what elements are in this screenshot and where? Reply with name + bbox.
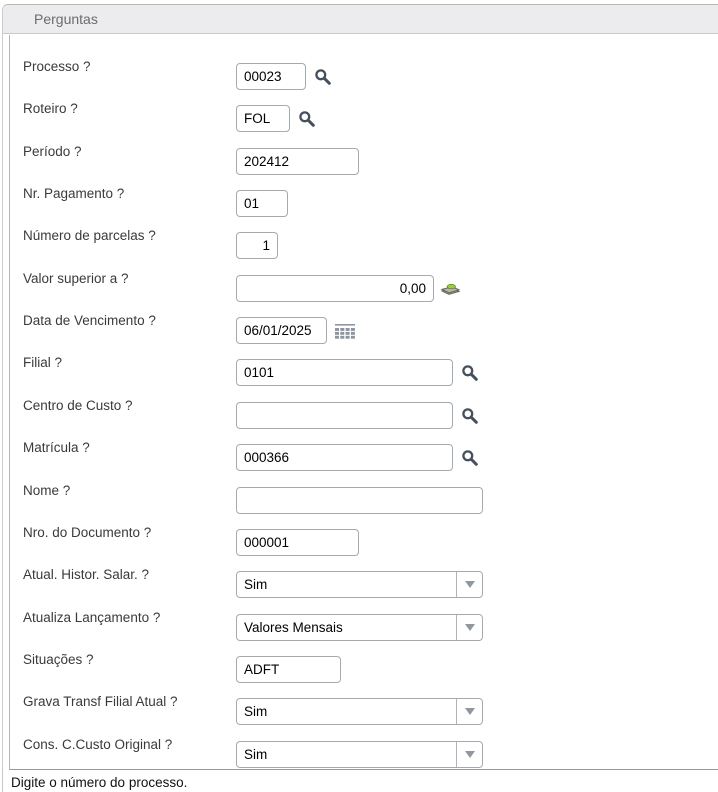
form-row-nr-pagamento <box>10 186 718 220</box>
form-row-valor-superior <box>10 271 718 305</box>
form-row-periodo <box>10 144 718 178</box>
situacoes-input[interactable] <box>236 656 341 683</box>
field-control-roteiro <box>236 105 316 132</box>
form-row-atual-histor-salar <box>10 567 718 601</box>
form-area <box>9 35 718 771</box>
form-row-processo <box>10 59 718 93</box>
field-control-cons-ccusto-original <box>236 741 483 768</box>
form-row-nro-documento <box>10 525 718 559</box>
field-label-cons-ccusto-original: Cons. C.Custo Original ? <box>23 737 173 752</box>
periodo-input[interactable] <box>236 148 359 175</box>
form-row-grava-transf-filial <box>10 694 718 728</box>
search-icon[interactable] <box>298 110 316 128</box>
status-bar <box>2 770 718 792</box>
field-label-periodo: Período ? <box>23 144 82 159</box>
search-icon[interactable] <box>461 449 479 467</box>
field-control-atualiza-lancamento <box>236 614 483 641</box>
search-icon[interactable] <box>461 364 479 382</box>
perguntas-panel <box>2 4 718 792</box>
centro-custo-input[interactable] <box>236 402 453 429</box>
form-row-nome <box>10 483 718 517</box>
atual-histor-salar-selected-value: Sim <box>244 577 268 592</box>
data-vencimento-input[interactable] <box>236 317 327 344</box>
field-label-matricula: Matrícula ? <box>23 440 90 455</box>
cons-ccusto-original-select[interactable] <box>236 741 483 768</box>
search-icon[interactable] <box>461 407 479 425</box>
field-control-matricula <box>236 444 479 471</box>
field-control-situacoes <box>236 656 341 683</box>
field-label-situacoes: Situações ? <box>23 652 94 667</box>
field-hint-text: Digite o número do processo. <box>11 775 188 790</box>
form-row-numero-parcelas <box>10 228 718 262</box>
field-control-filial <box>236 359 479 386</box>
filial-input[interactable] <box>236 359 453 386</box>
field-label-valor-superior: Valor superior a ? <box>23 271 129 286</box>
form-row-roteiro <box>10 101 718 135</box>
roteiro-input[interactable] <box>236 105 290 132</box>
valor-superior-input[interactable] <box>236 275 434 302</box>
form-row-data-vencimento <box>10 313 718 347</box>
field-control-centro-custo <box>236 402 479 429</box>
field-control-atual-histor-salar <box>236 571 483 598</box>
grava-transf-filial-select[interactable] <box>236 698 483 725</box>
cons-ccusto-original-dropdown-button[interactable] <box>456 742 482 767</box>
field-control-nome <box>236 487 483 514</box>
atualiza-lancamento-selected-value: Valores Mensais <box>244 620 343 635</box>
matricula-input[interactable] <box>236 444 453 471</box>
field-control-nro-documento <box>236 529 359 556</box>
nro-documento-input[interactable] <box>236 529 359 556</box>
field-label-numero-parcelas: Número de parcelas ? <box>23 228 156 243</box>
money-icon[interactable] <box>439 281 462 297</box>
field-label-atual-histor-salar: Atual. Histor. Salar. ? <box>23 567 150 582</box>
field-label-nro-documento: Nro. do Documento ? <box>23 525 152 540</box>
field-control-grava-transf-filial <box>236 698 483 725</box>
grava-transf-filial-selected-value: Sim <box>244 704 268 719</box>
chevron-down-icon <box>465 751 475 758</box>
form-row-cons-ccusto-original <box>10 737 718 771</box>
processo-input[interactable] <box>236 63 306 90</box>
field-label-centro-custo: Centro de Custo ? <box>23 398 133 413</box>
form-row-filial <box>10 355 718 389</box>
nome-input[interactable] <box>236 487 483 514</box>
chevron-down-icon <box>465 624 475 631</box>
grava-transf-filial-dropdown-button[interactable] <box>456 699 482 724</box>
form-row-atualiza-lancamento <box>10 610 718 644</box>
atualiza-lancamento-dropdown-button[interactable] <box>456 615 482 640</box>
field-label-filial: Filial ? <box>23 355 63 370</box>
field-label-nr-pagamento: Nr. Pagamento ? <box>23 186 125 201</box>
form-row-centro-custo <box>10 398 718 432</box>
atual-histor-salar-select[interactable] <box>236 571 483 598</box>
field-label-nome: Nome ? <box>23 483 71 498</box>
form-row-situacoes <box>10 652 718 686</box>
calendar-icon[interactable] <box>334 323 356 339</box>
field-control-numero-parcelas <box>236 232 278 259</box>
atual-histor-salar-dropdown-button[interactable] <box>456 572 482 597</box>
chevron-down-icon <box>465 581 475 588</box>
numero-parcelas-input[interactable] <box>236 232 278 259</box>
cons-ccusto-original-selected-value: Sim <box>244 747 268 762</box>
atualiza-lancamento-select[interactable] <box>236 614 483 641</box>
field-label-roteiro: Roteiro ? <box>23 101 78 116</box>
form-row-matricula <box>10 440 718 474</box>
field-control-periodo <box>236 148 359 175</box>
chevron-down-icon <box>465 708 475 715</box>
field-label-data-vencimento: Data de Vencimento ? <box>23 313 156 328</box>
field-control-data-vencimento <box>236 317 356 344</box>
field-control-processo <box>236 63 332 90</box>
field-label-processo: Processo ? <box>23 59 91 74</box>
field-label-grava-transf-filial: Grava Transf Filial Atual ? <box>23 694 178 709</box>
nr-pagamento-input[interactable] <box>236 190 288 217</box>
panel-titlebar <box>3 5 718 34</box>
search-icon[interactable] <box>314 68 332 86</box>
field-control-nr-pagamento <box>236 190 288 217</box>
panel-title: Perguntas <box>34 11 98 27</box>
field-control-valor-superior <box>236 275 462 302</box>
field-label-atualiza-lancamento: Atualiza Lançamento ? <box>23 610 161 625</box>
